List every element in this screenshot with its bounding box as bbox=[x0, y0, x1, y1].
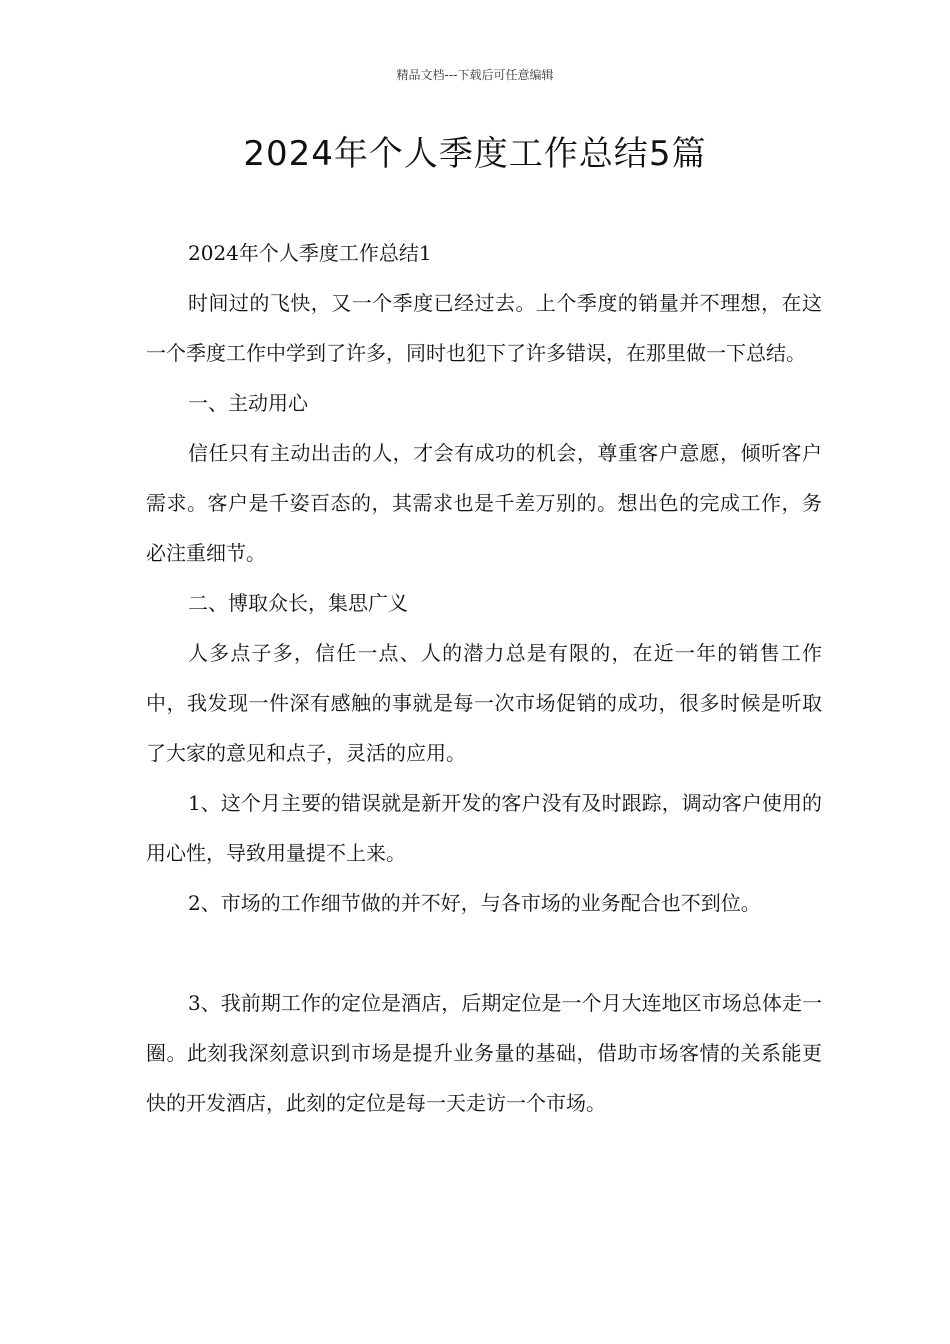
page-header-note: 精品文档---下载后可任意编辑 bbox=[396, 68, 554, 82]
paragraph-1: 信任只有主动出击的人，才会有成功的机会，尊重客户意愿，倾听客户需求。客户是千姿百态的，其需求也是千差万别的。想出色的完成工作，务必注重细节。 bbox=[146, 441, 822, 565]
list-item-3: 3、我前期工作的定位是酒店，后期定位是一个月大连地区市场总体走一圈。此刻我深刻意识到市场是提升业务量的基础，借助市场客情的关系能更快的开发酒店，此刻的定位是每一天走访一个市场。 bbox=[146, 991, 822, 1115]
document-body bbox=[146, 228, 822, 1128]
section-heading-1: 2024年个人季度工作总结1 bbox=[188, 241, 432, 265]
subheading-1: 一、主动用心 bbox=[188, 391, 308, 415]
subheading-2: 二、博取众长，集思广义 bbox=[188, 591, 408, 615]
paragraph-intro: 时间过的飞快，又一个季度已经过去。上个季度的销量并不理想，在这一个季度工作中学到了许多，同时也犯下了许多错误，在那里做一下总结。 bbox=[146, 291, 822, 365]
list-item-2: 2、市场的工作细节做的并不好，与各市场的业务配合也不到位。 bbox=[188, 891, 761, 915]
paragraph-2: 人多点子多，信任一点、人的潜力总是有限的，在近一年的销售工作中，我发现一件深有感触的事就是每一次市场促销的成功，很多时候是听取了大家的意见和点子，灵活的应用。 bbox=[146, 641, 822, 765]
document-title: 2024年个人季度工作总结5篇 bbox=[243, 134, 707, 174]
list-item-1: 1、这个月主要的错误就是新开发的客户没有及时跟踪，调动客户使用的用心性，导致用量提不上来。 bbox=[146, 791, 822, 865]
